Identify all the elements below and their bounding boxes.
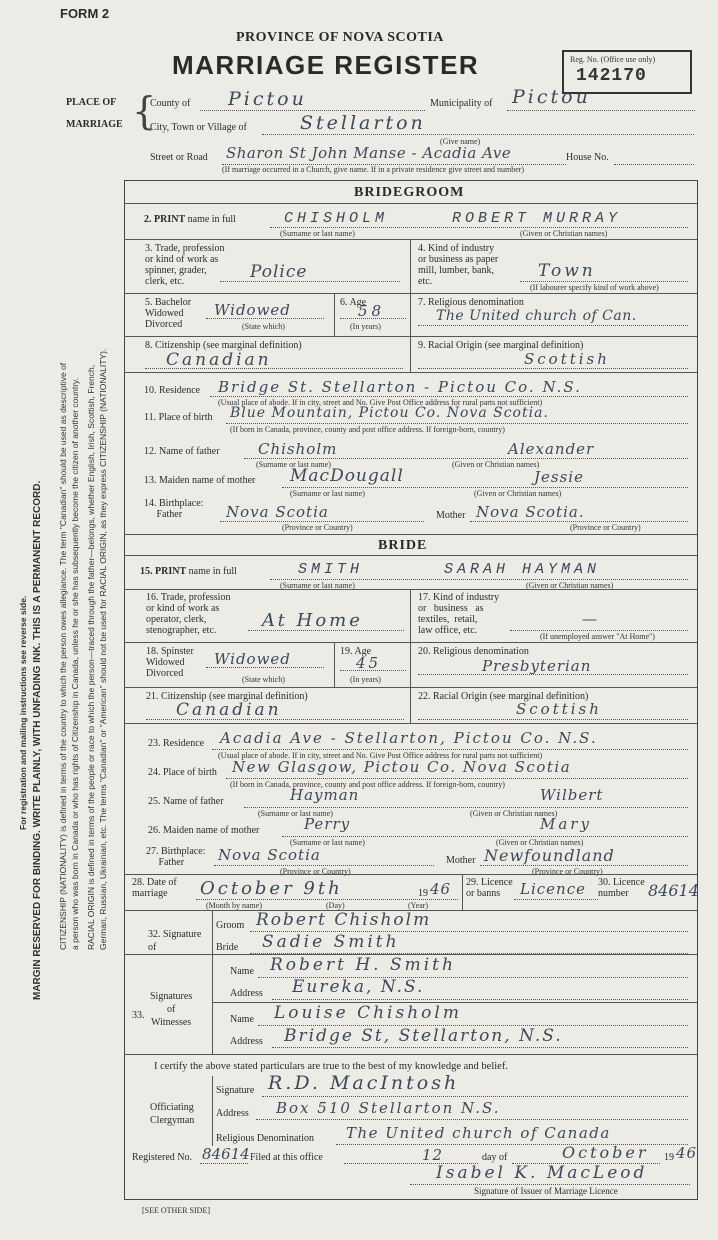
groom-racial-label: 9. Racial Origin (see marginal definition) [418,340,584,351]
bride-status-label: 18. Spinster Widowed Divorced [146,646,194,679]
house-label: House No. [566,152,609,163]
groom-father-label: 12. Name of father [144,446,220,457]
bride-trade-label: 16. Trade, profession or kind of work as operator, clerk, stenographer, etc. [146,592,231,636]
groom-surname: CHISHOLM [284,210,389,227]
bride-father-label: 25. Name of father [148,796,224,807]
bride-in-years: (In years) [350,675,381,684]
bride-father-birthplace: Nova Scotia [218,846,321,864]
municipality-value: Pictou [512,86,591,108]
bride-given: SARAH HAYMAN [444,561,601,578]
year-caption: (Year) [408,901,429,910]
bride-birthplace-label: 24. Place of birth [148,767,217,778]
place-of-label: PLACE OF [66,97,117,108]
groom-signature: Robert Chisholm [256,910,432,930]
witness-number: 33. [132,1010,145,1021]
licence-number-label: 30. Licence number [598,877,645,899]
groom-in-years: (In years) [350,322,381,331]
clergy-religion-label: Religious Denomination [216,1133,315,1144]
groom-industry-note: (If labourer specify kind of work above) [530,283,659,292]
issuer-signature: Isabel K. MacLeod [436,1163,648,1183]
marriage-year-suffix: 46 [430,880,452,898]
municipality-label: Municipality of [430,98,493,109]
bride-mother-surname: Perry [304,815,351,833]
bride-status: Widowed [214,650,291,668]
groom-father-given: Alexander [508,440,595,458]
margin-note-6: German, Russian, Ukrainian, etc. The terms "Canadian" or "American" should not be used for RACIAL ORIGIN, as they express CITIZENSHIP (NATIONALITY). [98,348,108,950]
reg-no-value: 142170 [576,66,647,86]
groom-citizenship: Canadian [166,350,272,370]
date-label: 28. Date of marriage [132,877,177,899]
bride-mother-birthplace: Newfoundland [484,846,615,865]
margin-note-5: RACIAL ORIGIN is defined in terms of the people or race to which the person—traced through the father—belongs, whether English, Irish, Scottish, French, [86,364,96,950]
witness1-name: Robert H. Smith [270,955,456,975]
marriage-year-prefix: 19 [418,888,428,899]
bride-racial: Scottish [516,700,602,718]
see-other-side: [SEE OTHER SIDE] [142,1206,210,1215]
groom-mother-bp-label: Mother [436,510,466,521]
groom-residence-note: (Usual place of abode. If in city, street and No. Give Post Office address for rural parts not sufficient) [218,398,543,407]
groom-mother-given: Jessie [534,468,584,486]
bride-father-given: Wilbert [540,786,604,804]
groom-trade: Police [250,262,308,282]
groom-father-given-cap: (Given or Christian names) [452,460,540,469]
bride-surname: SMITH [298,561,364,578]
w1-name-label: Name [230,966,254,977]
groom-mother-birthplace: Nova Scotia. [476,503,585,521]
give-name-caption: (Give name) [440,137,481,146]
groom-father-prov-cap: (Province or Country) [282,523,353,532]
bride-industry: — [582,610,598,628]
groom-mother-prov-cap: (Province or Country) [570,523,641,532]
bride-racial-label: 22. Racial Origin (see marginal definition) [418,691,589,702]
witness1-address: Eureka, N.S. [292,977,425,997]
groom-trade-label: 3. Trade, profession or kind of work as spinner, grader, clerk, etc. [145,243,225,287]
groom-residence: Bridge St. Stellarton - Pictou Co. N.S. [218,378,582,396]
bride-industry-label: 17. Kind of industry or business as textiles, retail, law office, etc. [418,592,500,636]
bride-age: 45 [356,654,382,672]
marriage-label: MARRIAGE [66,119,123,130]
groom-industry: Town [538,261,596,281]
province-heading: PROVINCE OF NOVA SCOTIA [236,30,444,45]
groom-father-surname-cap: (Surname or last name) [256,460,331,469]
street-label: Street or Road [150,152,208,163]
bride-father-prov-cap: (Province or Country) [280,867,351,876]
month-caption: (Month by name) [206,901,262,910]
bride-surname-caption: (Surname or last name) [280,581,355,590]
bride-birth-note: (If born in Canada, province, county and post office address. If foreign-born, country) [230,780,505,789]
groom-father-birthplace: Nova Scotia [226,503,329,521]
bride-mother-label: 26. Maiden name of mother [148,825,260,836]
groom-birthplaces-label: 14. Birthplace: Father [144,498,204,520]
groom-status-label: 5. Bachelor Widowed Divorced [145,297,192,330]
groom-birthplace: Blue Mountain, Pictou Co. Nova Scotia. [230,405,549,421]
groom-given-caption: (Given or Christian names) [520,229,608,238]
bride-age-label: 19. Age [340,646,372,657]
bride-citizenship: Canadian [176,700,282,720]
bride-residence-note: (Usual place of abode. If in city, street and No. Give Post Office address for rural parts not sufficient) [218,751,543,760]
groom-mother-surname-cap: (Surname or last name) [290,489,365,498]
groom-given: ROBERT MURRAY [452,210,622,227]
registered-label: Registered No. [132,1152,192,1163]
margin-note-3: CITIZENSHIP (NATIONALITY) is defined in terms of the country to which the person owes allegiance. The term "Canadian" should be used as descriptive of [58,362,68,950]
groom-age: 58 [358,302,386,320]
city-value: Stellarton [300,112,426,134]
bride-print-label [140,566,237,577]
groom-mother-surname: MacDougall [290,466,404,486]
witness2-address: Bridge St, Stellarton, N.S. [284,1026,563,1046]
bride-residence: Acadia Ave - Stellarton, Pictou Co. N.S. [220,729,598,747]
witness2-name: Louise Chisholm [274,1003,462,1023]
bride-given-caption: (Given or Christian names) [526,581,614,590]
groom-print-suffix: name in full [187,214,236,225]
signature-of-label: 32. Signature of [148,929,202,953]
bride-religion-label: 20. Religious denomination [418,646,529,657]
filed-year-prefix: 19 [664,1152,674,1163]
bride-mother-bp-label: Mother [446,855,476,866]
registered-number: 84614 [202,1145,250,1163]
filed-label: Filed at this office [250,1152,323,1163]
page-title: MARRIAGE REGISTER [172,50,480,80]
place-brace: { [132,89,157,133]
bride-mother-given-cap: (Given or Christian names) [496,838,584,847]
groom-mother-label: 13. Maiden name of mother [144,475,256,486]
groom-age-label: 6. Age [340,297,367,308]
licence-banns-label: 29. Licence or banns [466,877,513,899]
day-of-label: day of [482,1152,508,1163]
w1-address-label: Address [230,988,263,999]
county-label: County of [150,98,191,109]
bride-residence-label: 23. Residence [148,738,205,749]
bride-heading: BRIDE [378,538,428,553]
licence-banns: Licence [520,880,586,898]
witnesses-label: Signatures of Witnesses [150,991,193,1028]
groom-citizenship-label: 8. Citizenship (see marginal definition) [145,340,302,351]
street-note: (If marriage occurred in a Church, give name. If in a private residence give street and number) [222,165,525,174]
groom-residence-label: 10. Residence [144,385,201,396]
filed-day: 12 [422,1146,444,1164]
bride-citizenship-label: 21. Citizenship (see marginal definition) [146,691,308,702]
groom-industry-label: 4. Kind of industry or business as paper mill, lumber, bank, etc. [418,243,499,287]
issuer-label: Signature of Issuer of Marriage Licence [474,1186,618,1196]
licence-number: 84614 [648,881,699,900]
bride-state-which: (State which) [242,675,285,684]
margin-note-2: MARGIN RESERVED FOR BINDING. WRITE PLAINLY, WITH UNFADING INK. THIS IS A PERMANENT RECORD. [32,480,43,1000]
groom-father-surname: Chisholm [258,440,338,458]
groom-racial: Scottish [524,350,610,368]
officiating-label: Officiating Clergyman [150,1102,195,1126]
clergy-address-label: Address [216,1108,249,1119]
reg-no-label: Reg. No. (Office use only) [570,55,656,64]
bride-print-prefix: 15. PRINT [140,566,187,577]
groom-religion: The United church of Can. [436,308,637,324]
groom-mother-given-cap: (Given or Christian names) [474,489,562,498]
margin-note-1: For registration and mailing instructions see reverse side. [18,595,28,830]
bridegroom-heading: BRIDEGROOM [354,185,465,200]
groom-print-label [144,214,236,225]
bride-mother-prov-cap: (Province or Country) [532,867,603,876]
groom-birth-note: (If born in Canada, province, county and post office address. If foreign-born, country) [230,425,505,434]
groom-state-which: (State which) [242,322,285,331]
city-label: City, Town or Village of [150,122,247,133]
certify-statement: I certify the above stated particulars are true to the best of my knowledge and belief. [154,1061,508,1072]
bride-birthplaces-label: 27. Birthplace: Father [146,846,206,868]
bride-signature: Sadie Smith [262,932,400,952]
filed-year-suffix: 46 [676,1144,698,1162]
groom-sig-label: Groom [216,920,245,931]
groom-print-prefix: 2. PRINT [144,214,186,225]
bride-print-suffix: name in full [188,566,237,577]
bride-sig-label: Bride [216,942,239,953]
form-label: FORM 2 [60,6,110,21]
bride-birthplace: New Glasgow, Pictou Co. Nova Scotia [232,758,572,776]
clergy-signature: R.D. MacIntosh [268,1072,460,1094]
day-caption: (Day) [326,901,345,910]
clergy-sig-label: Signature [216,1085,255,1096]
bride-father-given-cap: (Given or Christian names) [470,809,558,818]
filed-month: October [562,1143,649,1162]
marriage-date: October 9th [200,878,343,899]
w2-name-label: Name [230,1014,254,1025]
bride-trade: At Home [262,610,363,631]
bride-mother-given: Mary [540,815,592,833]
bride-father-surname: Hayman [290,786,360,804]
clergy-address: Box 510 Stellarton N.S. [276,1099,501,1117]
groom-religion-label: 7. Religious denomination [418,297,524,308]
bride-mother-surname-cap: (Surname or last name) [290,838,365,847]
groom-status: Widowed [214,301,291,319]
groom-birthplace-label: 11. Place of birth [144,412,213,423]
street-value: Sharon St John Manse - Acadia Ave [226,144,512,162]
w2-address-label: Address [230,1036,263,1047]
clergy-religion: The United church of Canada [346,1124,611,1142]
county-value: Pictou [228,88,307,110]
bride-father-surname-cap: (Surname or last name) [258,809,333,818]
groom-surname-caption: (Surname or last name) [280,229,355,238]
bride-religion: Presbyterian [482,657,592,675]
bride-industry-note: (If unemployed answer "At Home") [540,632,655,641]
margin-note-4: a person who was born in Canada or who has rights of Citizenship in Canada, unless he or she has subsequently become the citizen of another country. [70,377,80,950]
